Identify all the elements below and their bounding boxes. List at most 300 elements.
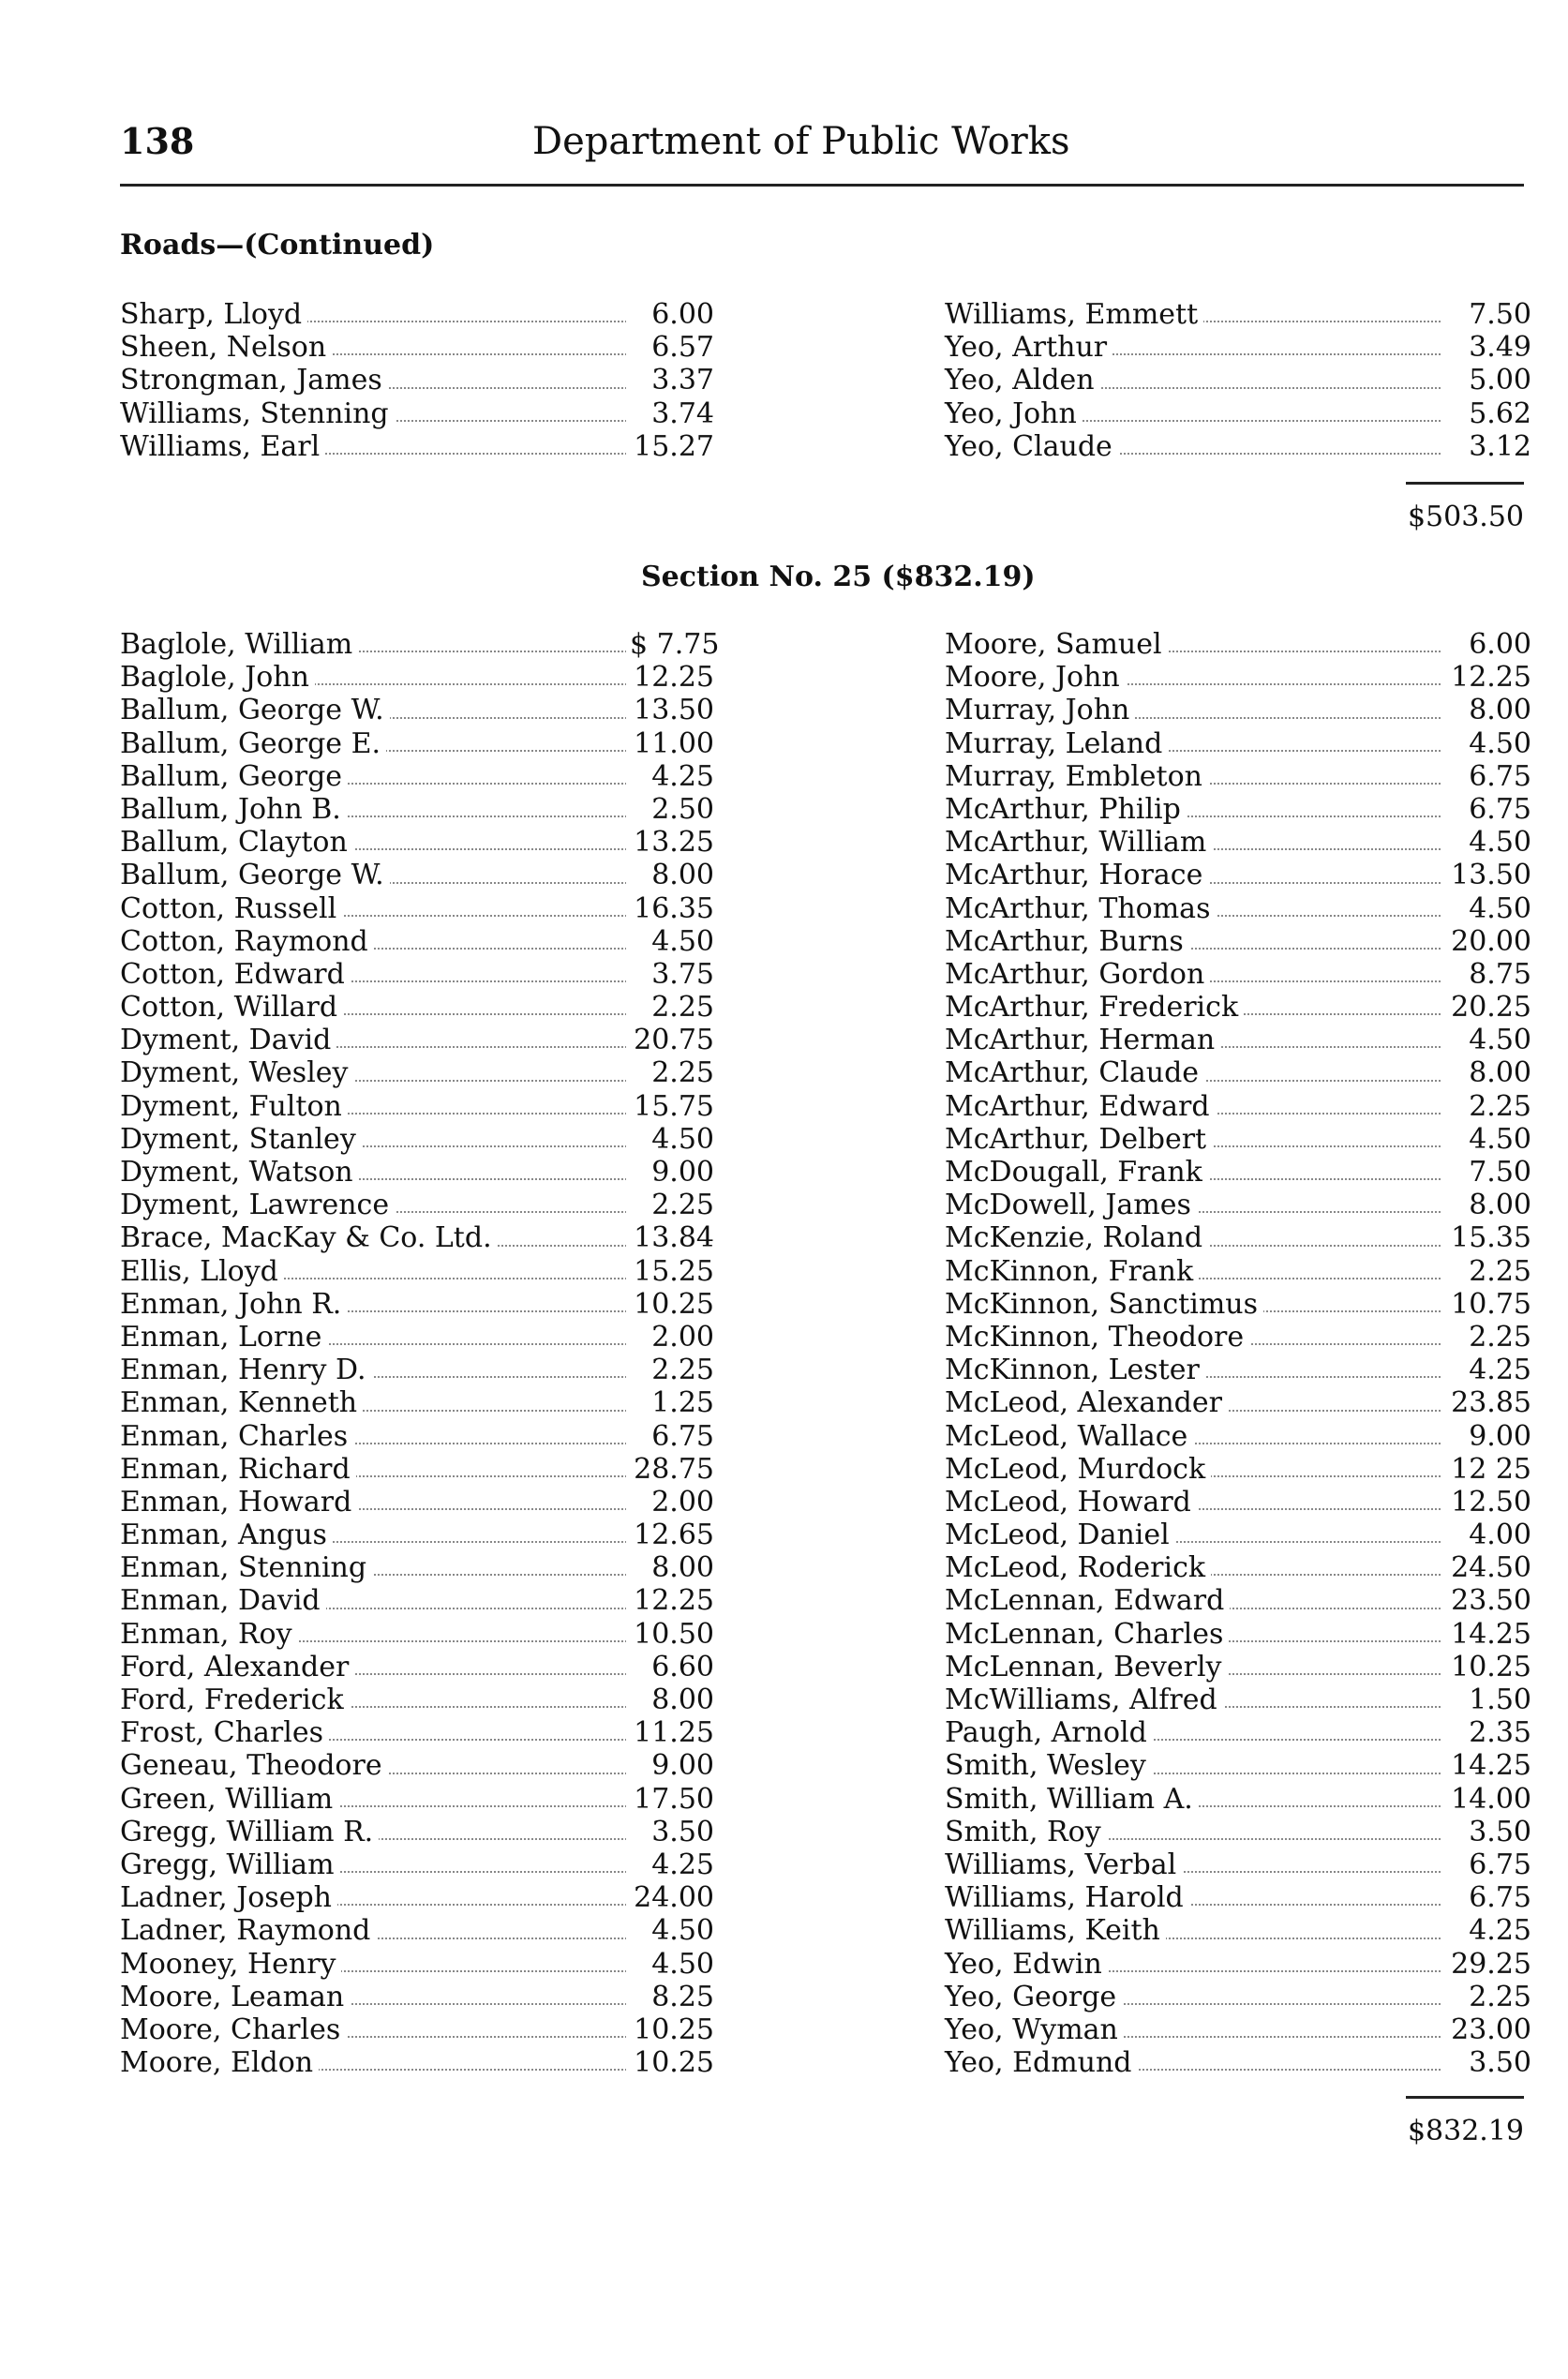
list-item [120, 1056, 714, 1090]
section-heading: Section No. 25 ($832.19) [641, 561, 1036, 593]
list-item [945, 957, 1531, 991]
entry-name: Dyment, Watson [120, 1156, 359, 1189]
entry-amount: 12.25 [1441, 661, 1531, 694]
list-item [120, 1024, 714, 1057]
entry-amount: 2.00 [626, 1486, 714, 1519]
entry-name: McArthur, Edward [945, 1090, 1216, 1123]
entry-name: Enman, Lorne [120, 1321, 327, 1354]
entry-amount: 11.00 [626, 727, 714, 760]
list-item [120, 1551, 714, 1585]
list-item [120, 891, 714, 925]
entry-name: Dyment, David [120, 1024, 336, 1056]
entry-amount: 2.25 [1441, 1321, 1531, 1354]
entry-name: McLeod, Howard [945, 1486, 1197, 1519]
entry-name: Yeo, Alden [945, 364, 1100, 396]
entry-name: McArthur, Philip [945, 793, 1187, 826]
list-item [120, 298, 714, 331]
entry-amount: 4.50 [626, 1123, 714, 1156]
list-item [120, 826, 714, 860]
entry-name: Yeo, Wyman [945, 2013, 1124, 2046]
entry-name: Williams, Harold [945, 1881, 1189, 1914]
entry-name: Ladner, Joseph [120, 1881, 337, 1914]
entry-name: Enman, Kenneth [120, 1386, 363, 1419]
entry-name: McWilliams, Alfred [945, 1683, 1223, 1716]
entry-name: Mooney, Henry [120, 1948, 341, 1981]
entry-amount: 17.50 [626, 1783, 714, 1816]
entry-name: McLeod, Roderick [945, 1551, 1211, 1584]
entry-name: McArthur, Burns [945, 925, 1189, 958]
entry-amount: 4.25 [1441, 1914, 1531, 1947]
entry-amount: 6.75 [1441, 1848, 1531, 1881]
entry-amount: 4.50 [626, 925, 714, 958]
list-item [120, 1848, 714, 1881]
entry-amount: 24.50 [1441, 1551, 1531, 1584]
list-item [120, 628, 720, 661]
entry-name: Moore, Eldon [120, 2046, 319, 2079]
entry-amount: 2.35 [1441, 1716, 1531, 1749]
list-item [120, 1254, 714, 1288]
entry-amount: 12.25 [626, 1584, 714, 1617]
list-item [120, 1947, 714, 1981]
entry-amount: 10.25 [626, 2013, 714, 2046]
entry-name: Enman, David [120, 1584, 326, 1617]
block1-right-column [945, 298, 1531, 463]
header-rule [120, 184, 1524, 187]
list-item [945, 991, 1531, 1025]
entry-amount: 4.50 [1441, 826, 1531, 859]
list-item [945, 661, 1531, 695]
entry-amount: 3.50 [1441, 1816, 1531, 1848]
entry-name: Gregg, William [120, 1848, 340, 1881]
list-item [120, 1320, 714, 1354]
entry-amount: 24.00 [626, 1881, 714, 1914]
list-item [945, 694, 1531, 727]
list-item [945, 1848, 1531, 1881]
entry-name: Dyment, Wesley [120, 1056, 354, 1089]
list-item [120, 1782, 714, 1816]
entry-amount: 14.25 [1441, 1618, 1531, 1651]
list-item [120, 859, 714, 892]
section2-right-column [945, 628, 1531, 2080]
list-item [945, 628, 1531, 661]
list-item [120, 726, 714, 760]
entry-name: McArthur, Herman [945, 1024, 1220, 1056]
list-item [945, 1254, 1531, 1288]
entry-amount: 3.49 [1441, 331, 1531, 364]
entry-amount: 10.75 [1441, 1288, 1531, 1321]
entry-name: Cotton, Willard [120, 991, 343, 1024]
list-item [120, 1749, 714, 1783]
list-item [945, 1419, 1531, 1453]
list-item [120, 396, 714, 430]
list-item [120, 1354, 714, 1387]
entry-name: Ford, Frederick [120, 1683, 350, 1716]
entry-amount: 5.62 [1441, 397, 1531, 430]
entry-name: Enman, Roy [120, 1618, 298, 1651]
entry-amount: 13.50 [626, 694, 714, 726]
entry-name: Enman, Richard [120, 1453, 356, 1486]
entry-name: Ladner, Raymond [120, 1914, 376, 1947]
entry-amount: 2.50 [626, 793, 714, 826]
entry-amount: 12.25 [626, 661, 714, 694]
entry-name: Baglole, William [120, 628, 358, 661]
list-item [945, 1584, 1531, 1618]
entry-name: Moore, Leaman [120, 1981, 350, 2013]
entry-name: McArthur, Delbert [945, 1123, 1212, 1156]
list-item [945, 1024, 1531, 1057]
entry-amount: 13.50 [1441, 859, 1531, 891]
list-item [945, 1156, 1531, 1189]
entry-name: Yeo, Edwin [945, 1948, 1108, 1981]
entry-amount: 28.75 [626, 1453, 714, 1486]
block1-left-column [120, 298, 714, 463]
block1-total: $503.50 [1407, 501, 1524, 533]
entry-amount: 6.00 [1441, 628, 1531, 661]
entry-name: McArthur, Thomas [945, 892, 1216, 925]
entry-name: Dyment, Lawrence [120, 1189, 395, 1221]
entry-amount: 29.25 [1441, 1948, 1531, 1981]
list-item [120, 1452, 714, 1486]
list-item [945, 1980, 1531, 2013]
entry-name: Moore, John [945, 661, 1126, 694]
entry-name: Sheen, Nelson [120, 331, 332, 364]
entry-name: Smith, Roy [945, 1816, 1107, 1848]
entry-amount: 16.35 [626, 892, 714, 925]
entry-amount: 4.50 [626, 1948, 714, 1981]
entry-name: McLeod, Wallace [945, 1420, 1193, 1453]
entry-amount: 20.25 [1441, 991, 1531, 1024]
list-item [945, 2046, 1531, 2080]
entry-amount: 6.60 [626, 1651, 714, 1683]
list-item [120, 1881, 714, 1915]
list-item [120, 924, 714, 958]
list-item [945, 859, 1531, 892]
entry-amount: 4.50 [1441, 1123, 1531, 1156]
entry-amount: 4.50 [1441, 727, 1531, 760]
entry-amount: 6.57 [626, 331, 714, 364]
entry-amount: 3.50 [626, 1816, 714, 1848]
list-item [945, 1221, 1531, 1255]
section2-total: $832.19 [1407, 2115, 1524, 2147]
entry-amount: 12.65 [626, 1519, 714, 1551]
list-item [945, 1947, 1531, 1981]
entry-name: Enman, Stenning [120, 1551, 372, 1584]
entry-name: Murray, Embleton [945, 760, 1208, 793]
entry-amount: 3.74 [626, 397, 714, 430]
entry-name: McLennan, Beverly [945, 1651, 1228, 1683]
entry-amount: 7.50 [1441, 1156, 1531, 1189]
list-item [945, 924, 1531, 958]
list-item [945, 1683, 1531, 1716]
list-item [945, 1782, 1531, 1816]
list-item [120, 1089, 714, 1123]
list-item [945, 726, 1531, 760]
entry-amount: 6.75 [1441, 1881, 1531, 1914]
entry-name: Ballum, John B. [120, 793, 347, 826]
entry-name: McLennan, Edward [945, 1584, 1230, 1617]
entry-amount: 2.25 [626, 1056, 714, 1089]
list-item [945, 1122, 1531, 1156]
entry-name: Green, William [120, 1783, 338, 1816]
list-item [120, 1980, 714, 2013]
entry-amount: 2.25 [1441, 1255, 1531, 1288]
entry-amount: 2.00 [626, 1321, 714, 1354]
entry-amount: 23.85 [1441, 1386, 1531, 1419]
entry-amount: $ 7.75 [626, 628, 714, 661]
list-item [945, 1617, 1531, 1651]
entry-amount: 8.00 [1441, 1189, 1531, 1221]
page-number: 138 [120, 120, 195, 162]
entry-amount: 8.00 [1441, 1056, 1531, 1089]
list-item [945, 1551, 1531, 1585]
entry-amount: 9.00 [1441, 1420, 1531, 1453]
list-item [120, 2046, 714, 2080]
list-item [120, 1287, 714, 1321]
entry-name: McArthur, Frederick [945, 991, 1244, 1024]
entry-name: Williams, Emmett [945, 298, 1203, 331]
entry-amount: 15.27 [626, 430, 714, 463]
entry-amount: 12 25 [1441, 1453, 1531, 1486]
list-item [120, 1815, 714, 1848]
list-item [120, 1485, 714, 1519]
list-item [945, 429, 1531, 463]
entry-name: Strongman, James [120, 364, 388, 396]
entry-name: Cotton, Edward [120, 958, 351, 991]
entry-name: Williams, Earl [120, 430, 325, 463]
list-item [945, 1089, 1531, 1123]
entry-name: Murray, John [945, 694, 1135, 726]
entry-amount: 7.50 [1441, 298, 1531, 331]
entry-amount: 12.50 [1441, 1486, 1531, 1519]
entry-amount: 10.25 [626, 2046, 714, 2079]
entry-amount: 3.37 [626, 364, 714, 396]
list-item [945, 759, 1531, 793]
entry-name: Ballum, George W. [120, 694, 390, 726]
entry-name: Smith, William A. [945, 1783, 1199, 1816]
entry-name: Williams, Stenning [120, 397, 395, 430]
section-title: Roads—(Continued) [120, 229, 435, 262]
list-item [945, 891, 1531, 925]
entry-amount: 4.50 [1441, 1024, 1531, 1056]
list-item [120, 1386, 714, 1420]
entry-name: Enman, Howard [120, 1486, 357, 1519]
entry-name: Yeo, Arthur [945, 331, 1113, 364]
list-item [945, 1485, 1531, 1519]
entry-name: Williams, Keith [945, 1914, 1166, 1947]
list-item [120, 364, 714, 397]
list-item [945, 1815, 1531, 1848]
entry-amount: 10.25 [1441, 1651, 1531, 1683]
list-item [945, 331, 1531, 365]
entry-amount: 14.25 [1441, 1749, 1531, 1782]
entry-name: McKinnon, Sanctimus [945, 1288, 1263, 1321]
block1-total-rule [1406, 482, 1524, 485]
entry-name: Yeo, George [945, 1981, 1122, 2013]
list-item [120, 1519, 714, 1552]
list-item [945, 1386, 1531, 1420]
entry-amount: 23.00 [1441, 2013, 1531, 2046]
entry-amount: 8.00 [626, 1683, 714, 1716]
entry-name: Ballum, George W. [120, 859, 390, 891]
entry-name: McArthur, Horace [945, 859, 1208, 891]
list-item [120, 1584, 714, 1618]
entry-amount: 8.25 [626, 1981, 714, 2013]
entry-amount: 15.75 [626, 1090, 714, 1123]
list-item [120, 1189, 714, 1222]
entry-name: Murray, Leland [945, 727, 1168, 760]
entry-amount: 4.50 [1441, 892, 1531, 925]
entry-name: Cotton, Russell [120, 892, 342, 925]
list-item [120, 1156, 714, 1189]
entry-name: Dyment, Stanley [120, 1123, 362, 1156]
entry-amount: 3.12 [1441, 430, 1531, 463]
entry-amount: 10.50 [626, 1618, 714, 1651]
entry-name: Moore, Charles [120, 2013, 346, 2046]
entry-name: Smith, Wesley [945, 1749, 1152, 1782]
section2-left-column [120, 628, 720, 2080]
entry-name: McKinnon, Frank [945, 1255, 1199, 1288]
entry-name: McLeod, Murdock [945, 1453, 1211, 1486]
entry-name: Gregg, William R. [120, 1816, 379, 1848]
entry-amount: 13.84 [626, 1221, 714, 1254]
entry-name: Yeo, John [945, 397, 1083, 430]
entry-amount: 15.35 [1441, 1221, 1531, 1254]
entry-name: Ford, Alexander [120, 1651, 354, 1683]
entry-name: Ballum, George E. [120, 727, 386, 760]
list-item [120, 759, 714, 793]
entry-name: McKinnon, Theodore [945, 1321, 1249, 1354]
entry-amount: 2.25 [626, 991, 714, 1024]
entry-name: Dyment, Fulton [120, 1090, 348, 1123]
list-item [120, 694, 714, 727]
entry-amount: 9.00 [626, 1156, 714, 1189]
entry-name: Paugh, Arnold [945, 1716, 1153, 1749]
entry-amount: 6.00 [626, 298, 714, 331]
entry-name: McLennan, Charles [945, 1618, 1229, 1651]
entry-amount: 4.00 [1441, 1519, 1531, 1551]
entry-name: McLeod, Alexander [945, 1386, 1228, 1419]
list-item [945, 1452, 1531, 1486]
list-item [945, 1716, 1531, 1750]
list-item [120, 1650, 714, 1683]
entry-name: Enman, Charles [120, 1420, 353, 1453]
entry-amount: 2.25 [1441, 1090, 1531, 1123]
list-item [120, 792, 714, 826]
list-item [120, 991, 714, 1025]
entry-amount: 5.00 [1441, 364, 1531, 396]
entry-name: Ballum, Clayton [120, 826, 353, 859]
entry-amount: 2.25 [626, 1354, 714, 1386]
list-item [945, 826, 1531, 860]
entry-name: Geneau, Theodore [120, 1749, 388, 1782]
entry-name: McArthur, Gordon [945, 958, 1210, 991]
entry-amount: 6.75 [1441, 760, 1531, 793]
entry-name: Brace, MacKay & Co. Ltd. [120, 1221, 498, 1254]
list-item [120, 1716, 714, 1750]
entry-amount: 2.25 [626, 1189, 714, 1221]
list-item [120, 1914, 714, 1948]
list-item [120, 1617, 714, 1651]
list-item [945, 1189, 1531, 1222]
list-item [120, 661, 714, 695]
entry-amount: 6.75 [1441, 793, 1531, 826]
list-item [945, 298, 1531, 331]
entry-name: Yeo, Edmund [945, 2046, 1137, 2079]
entry-amount: 8.00 [1441, 694, 1531, 726]
list-item [120, 1683, 714, 1716]
entry-name: McLeod, Daniel [945, 1519, 1175, 1551]
entry-name: Sharp, Lloyd [120, 298, 307, 331]
page-title: Department of Public Works [532, 120, 1070, 163]
entry-name: McDowell, James [945, 1189, 1197, 1221]
entry-amount: 4.25 [626, 760, 714, 793]
page-header [120, 120, 1526, 176]
entry-amount: 2.25 [1441, 1981, 1531, 2013]
entry-amount: 8.75 [1441, 958, 1531, 991]
entry-amount: 11.25 [626, 1716, 714, 1749]
entry-name: Enman, Henry D. [120, 1354, 372, 1386]
list-item [120, 957, 714, 991]
entry-name: McArthur, Claude [945, 1056, 1204, 1089]
entry-amount: 15.25 [626, 1255, 714, 1288]
entry-amount: 3.50 [1441, 2046, 1531, 2079]
list-item [120, 2012, 714, 2046]
entry-amount: 20.75 [626, 1024, 714, 1056]
list-item [945, 1881, 1531, 1915]
entry-amount: 1.25 [626, 1386, 714, 1419]
section2-total-rule [1406, 2096, 1524, 2099]
entry-amount: 1.50 [1441, 1683, 1531, 1716]
entry-name: Frost, Charles [120, 1716, 329, 1749]
list-item [945, 1914, 1531, 1948]
entry-amount: 3.75 [626, 958, 714, 991]
entry-amount: 14.00 [1441, 1783, 1531, 1816]
entry-amount: 4.50 [626, 1914, 714, 1947]
entry-amount: 9.00 [626, 1749, 714, 1782]
list-item [945, 364, 1531, 397]
entry-amount: 4.25 [626, 1848, 714, 1881]
entry-amount: 10.25 [626, 1288, 714, 1321]
list-item [945, 1287, 1531, 1321]
entry-amount: 4.25 [1441, 1354, 1531, 1386]
entry-name: Yeo, Claude [945, 430, 1118, 463]
entry-name: Williams, Verbal [945, 1848, 1182, 1881]
list-item [120, 429, 714, 463]
list-item [945, 1056, 1531, 1090]
list-item [945, 396, 1531, 430]
list-item [120, 1122, 714, 1156]
entry-name: McArthur, William [945, 826, 1212, 859]
list-item [945, 1749, 1531, 1783]
entry-name: Baglole, John [120, 661, 315, 694]
list-item [120, 1419, 714, 1453]
list-item [945, 1354, 1531, 1387]
entry-name: Enman, Angus [120, 1519, 333, 1551]
entry-name: McKenzie, Roland [945, 1221, 1208, 1254]
list-item [945, 1519, 1531, 1552]
entry-amount: 6.75 [626, 1420, 714, 1453]
entry-amount: 8.00 [626, 1551, 714, 1584]
entry-name: Cotton, Raymond [120, 925, 374, 958]
entry-name: Moore, Samuel [945, 628, 1168, 661]
list-item [120, 331, 714, 365]
entry-name: Enman, John R. [120, 1288, 347, 1321]
entry-name: McDougall, Frank [945, 1156, 1208, 1189]
entry-name: Ballum, George [120, 760, 348, 793]
entry-amount: 23.50 [1441, 1584, 1531, 1617]
entry-name: Ellis, Lloyd [120, 1255, 284, 1288]
list-item [945, 792, 1531, 826]
